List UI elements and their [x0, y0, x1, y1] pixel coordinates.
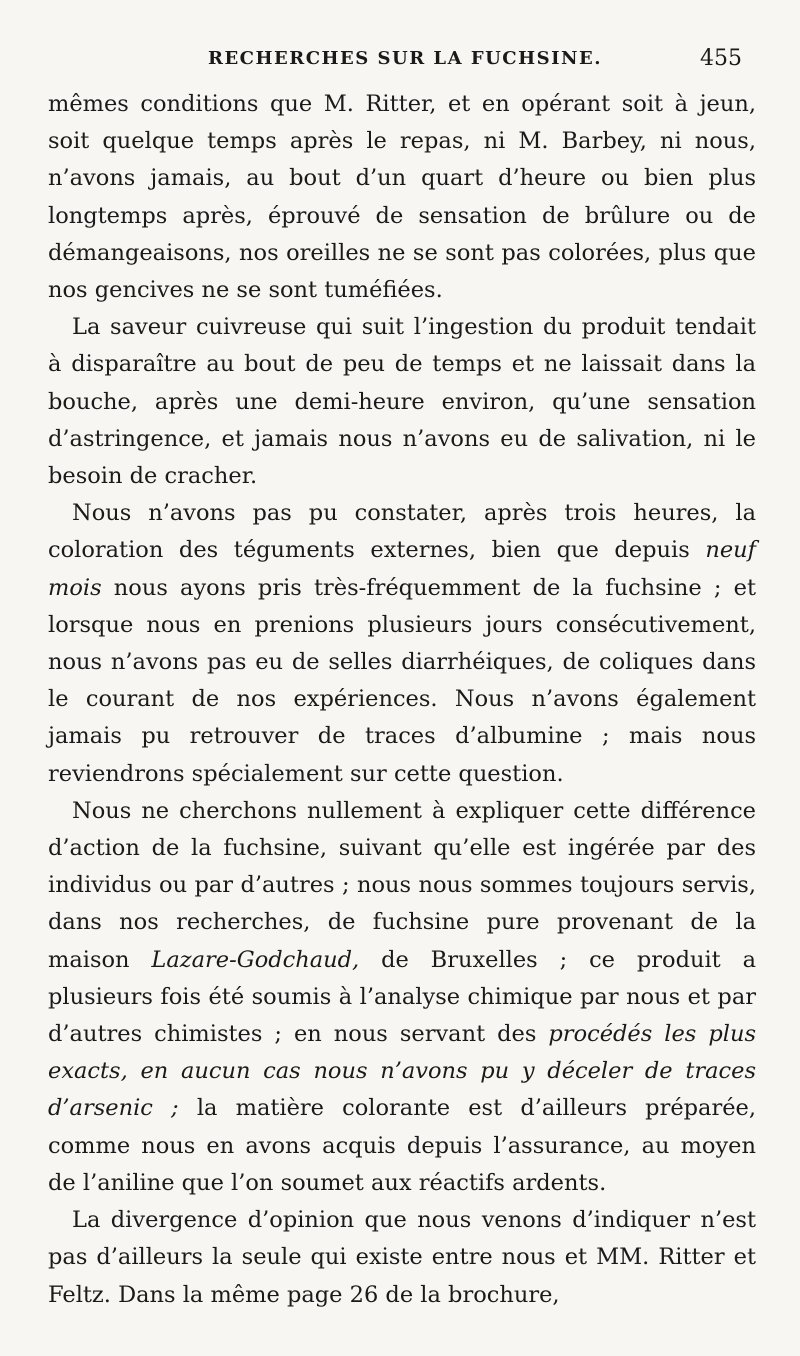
paragraph: [48, 309, 756, 495]
italic-run: Lazare-Godchaud,: [151, 946, 360, 973]
paragraph: [48, 86, 756, 309]
italic-run: procédés les plus exacts, en aucun cas nous n’avons pu y déceler de traces d’arsenic ;: [48, 1021, 756, 1122]
text-run: de Bruxelles ; ce produit a plusieurs fois été soumis à l’analyse chimique par nous et par d’autres chimistes ; en nous servant des: [48, 946, 757, 1048]
text-run: La saveur cuivreuse qui suit l’ingestion du produit tendait à disparaître au bout de peu de temps et ne laissait dans la bouche, après une demi-heure environ, qu’une sensation d’astringence, et jamais nous n’avons eu de salivation, ni le besoin de cracher.: [48, 314, 756, 490]
running-title: RECHERCHES SUR LA FUCHSINE.: [208, 48, 602, 69]
paragraph: [48, 793, 756, 1202]
body-text: [48, 86, 756, 1314]
text-run: mêmes conditions que M. Ritter, et en opérant soit à jeun, soit quelque temps après le repas, ni M. Barbey, ni nous, n’avons jamais, au bout d’un quart d’heure ou bien plus longtemps après, éprouvé de sensation de brûlure ou de démangeaisons, nos oreilles ne se sont pas colorées, plus que nos gencives ne se sont tuméfiées.: [48, 91, 756, 304]
text-run: la matière colorante est d’ailleurs préparée, comme nous en avons acquis depuis l’assurance, au moyen de l’aniline que l’on soumet aux réactifs ardents.: [48, 1095, 756, 1196]
text-run: Nous ne cherchons nullement à expliquer cette différence d’action de la fuchsine, suivant qu’elle est ingérée par des individus ou par d’autres ; nous nous sommes toujours servis, dans nos recherches, de fuchsine pure provenant de la maison: [48, 797, 756, 973]
text-run: Nous n’avons pas pu constater, après trois heures, la coloration des téguments externes, bien que depuis: [48, 500, 756, 564]
text-run: La divergence d’opinion que nous venons d’indiquer n’est pas d’ailleurs la seule qui existe entre nous et MM. Ritter et Feltz. Dans la même page 26 de la brochure,: [48, 1207, 756, 1308]
page-header: [48, 36, 756, 80]
paragraph: [48, 495, 756, 793]
italic-run: neuf mois: [48, 537, 756, 601]
page-number: 455: [700, 46, 742, 71]
text-run: nous ayons pris très-fréquemment de la fuchsine ; et lorsque nous en prenions plusieurs jours consécutivement, nous n’avons pas eu de selles diarrhéiques, de coliques dans le courant de nos expériences. Nous n’avons également jamais pu retrouver de traces d’albumine ; mais nous reviendrons spécialement sur cette question.: [48, 574, 756, 787]
paragraph: [48, 1202, 756, 1314]
